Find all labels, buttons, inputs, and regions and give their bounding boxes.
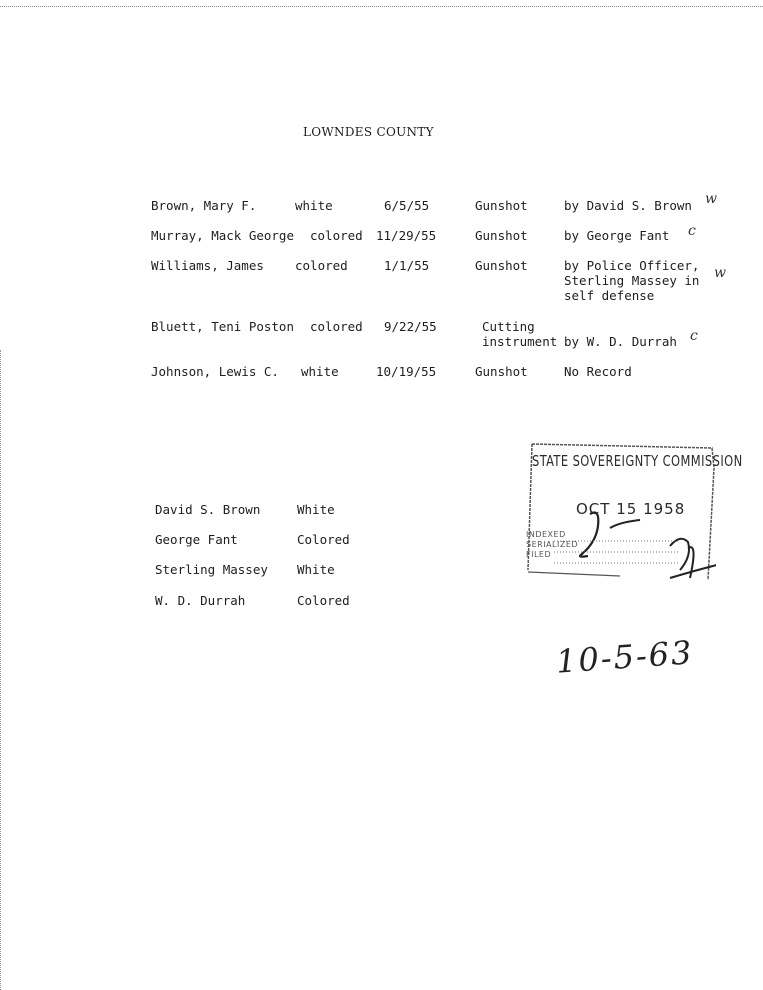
record-name: Williams, James (151, 258, 264, 273)
record-by: by George Fant (564, 228, 670, 243)
person-name: David S. Brown (155, 502, 261, 517)
record-date: 9/22/55 (384, 319, 437, 334)
record-cause: Gunshot (475, 258, 528, 273)
state-sovereignty-commission-stamp (520, 438, 743, 583)
handwritten-file-number: 10-5-63 (554, 633, 695, 681)
record-by: No Record (564, 364, 632, 379)
top-page-edge (0, 0, 763, 7)
record-cause: Gunshot (475, 228, 528, 243)
record-date: 1/1/55 (384, 258, 430, 273)
record-date: 10/19/55 (376, 364, 437, 379)
person-race: White (297, 562, 335, 577)
record-name: Johnson, Lewis C. (151, 364, 279, 379)
record-by: by David S. Brown (564, 198, 692, 213)
left-page-edge (0, 350, 3, 990)
record-by: Sterling Massey in (564, 273, 700, 288)
stamp-label-indexed: INDEXED (526, 530, 566, 539)
record-race: white (301, 364, 339, 379)
record-by: by Police Officer, (564, 258, 700, 273)
record-date: 6/5/55 (384, 198, 430, 213)
stamp-label-filed: FILED (526, 550, 552, 559)
record-cause: Cutting (482, 319, 535, 334)
person-name: W. D. Durrah (155, 593, 246, 608)
person-name: Sterling Massey (155, 562, 268, 577)
record-name: Brown, Mary F. (151, 198, 257, 213)
person-name: George Fant (155, 532, 238, 547)
stamp-title: STATE SOVEREIGNTY COMMISSION (532, 452, 743, 470)
record-race: colored (310, 319, 363, 334)
person-race: Colored (297, 532, 350, 547)
record-handwritten-mark: w (714, 265, 726, 281)
record-cause: Gunshot (475, 198, 528, 213)
record-handwritten-mark: w (705, 191, 717, 207)
record-name: Murray, Mack George (151, 228, 294, 243)
county-heading: LOWNDES COUNTY (303, 125, 434, 139)
record-name: Bluett, Teni Poston (151, 319, 294, 334)
record-by: by W. D. Durrah (564, 334, 677, 349)
record-race: colored (310, 228, 363, 243)
person-race: White (297, 502, 335, 517)
record-by: self defense (564, 288, 655, 303)
record-cause: Gunshot (475, 364, 528, 379)
record-race: white (295, 198, 333, 213)
record-race: colored (295, 258, 348, 273)
record-cause: instrument (482, 334, 558, 349)
stamp-label-serialized: SERIALIZED (526, 540, 579, 549)
record-handwritten-mark: c (690, 328, 698, 344)
person-race: Colored (297, 593, 350, 608)
record-handwritten-mark: c (688, 223, 696, 239)
record-date: 11/29/55 (376, 228, 437, 243)
stamp-date: OCT 15 1958 (576, 500, 686, 518)
